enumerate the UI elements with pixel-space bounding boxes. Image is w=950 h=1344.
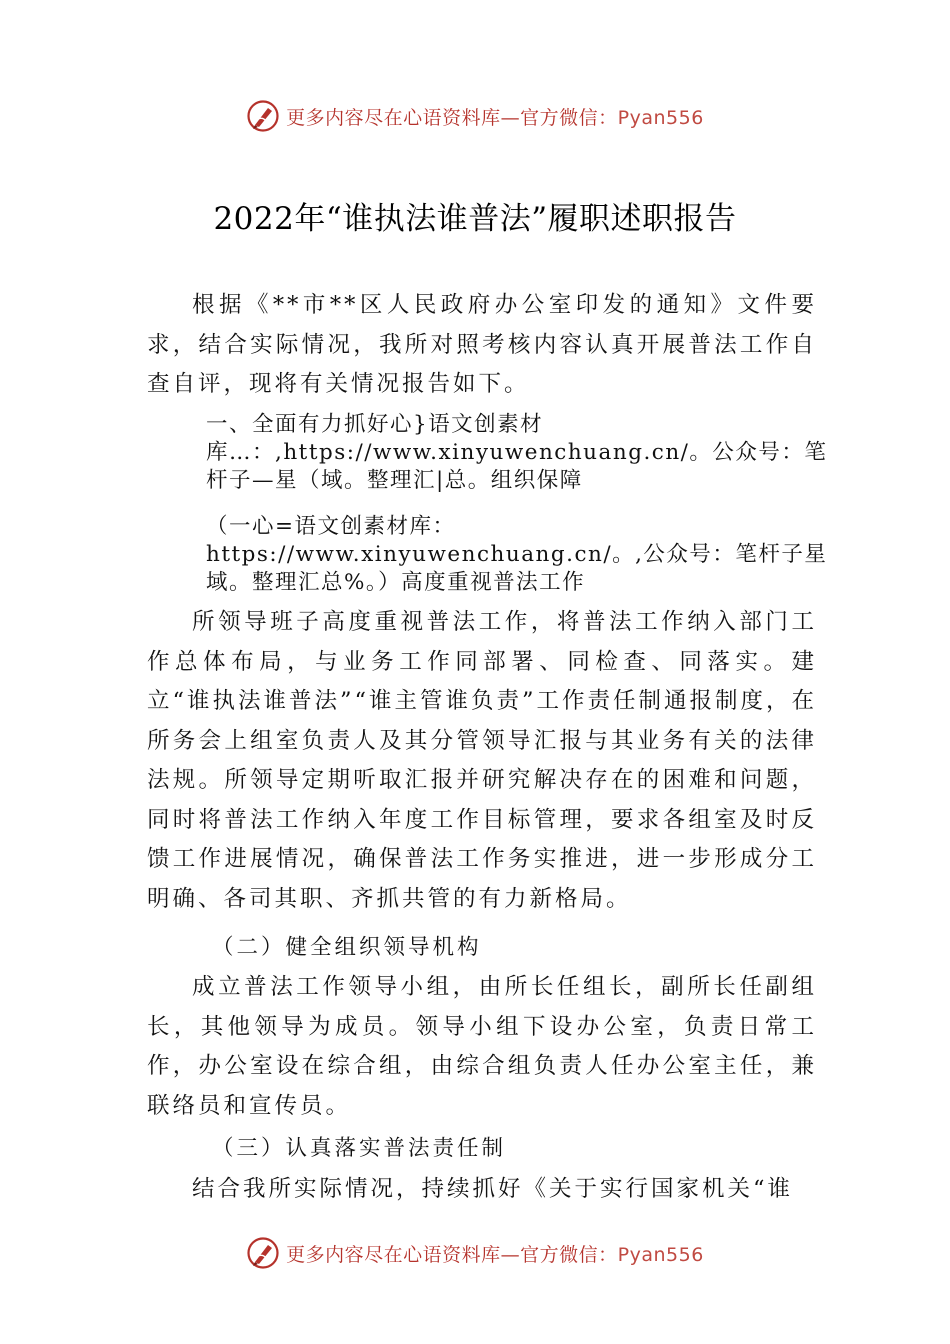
intro-paragraph: 根据《**市**区人民政府办公室印发的通知》文件要求，结合实际情况，我所对照考核内容认真开展普法工作自查自评，现将有关情况报告如下。 <box>147 292 817 397</box>
wechat-id: Pyan556 <box>617 106 704 129</box>
page-title: 2022年“谁执法谁普法”履职述职报告 <box>213 201 737 237</box>
subsection-one-heading: （一心=语文创素材库：https://www.xinyuwenchuang.cn/。,公众号：笔杆子星域。整理汇总%。）高度重视普法工作 <box>206 514 828 595</box>
quill-logo-icon <box>246 1236 280 1270</box>
banner-text: 更多内容尽在心语资料库—官方微信：Pyan556 <box>286 106 704 129</box>
subsection-three-heading: （三）认真落实普法责任制 <box>212 1136 507 1161</box>
body-paragraph-leadership: 所领导班子高度重视普法工作，将普法工作纳入部门工作总体布局，与业务工作同部署、同检查、同落实。建立“谁执法谁普法”“谁主管谁负责”工作责任制通报制度，在所务会上组室负责人及其分管领导汇报与其业务有关的法律法规。所领导定期听取汇报并研究解决存在的困难和问题， 同时将普法工作纳入年度工作目标管理，要求各组室及时反馈工作进展情况，确保普法工作务实推进，进一步形成分工明确、各司其职、齐抓共管的有力新格局。 <box>147 609 818 912</box>
subsection-two-heading: （二）健全组织领导机构 <box>212 935 482 960</box>
body-paragraph-responsibility: 结合我所实际情况，持续抓好《关于实行国家机关“谁 <box>192 1176 794 1202</box>
wechat-id: Pyan556 <box>617 1243 704 1266</box>
banner-text: 更多内容尽在心语资料库—官方微信：Pyan556 <box>286 1243 704 1266</box>
quill-logo-icon <box>246 99 280 133</box>
footer-banner <box>0 1233 950 1273</box>
section-one-heading: 一、全面有力抓好心}语文创素材库…：,https://www.xinyuwenchuang.cn/。公众号：笔杆子—星（域。整理汇|总。组织保障 <box>206 412 828 493</box>
body-paragraph-organization: 成立普法工作领导小组，由所长任组长，副所长任副组长，其他领导为成员。领导小组下设办公室，负责日常工作，办公室设在综合组，由综合组负责人任办公室主任，兼联络员和宣传员。 <box>147 974 817 1119</box>
header-banner <box>0 96 950 136</box>
